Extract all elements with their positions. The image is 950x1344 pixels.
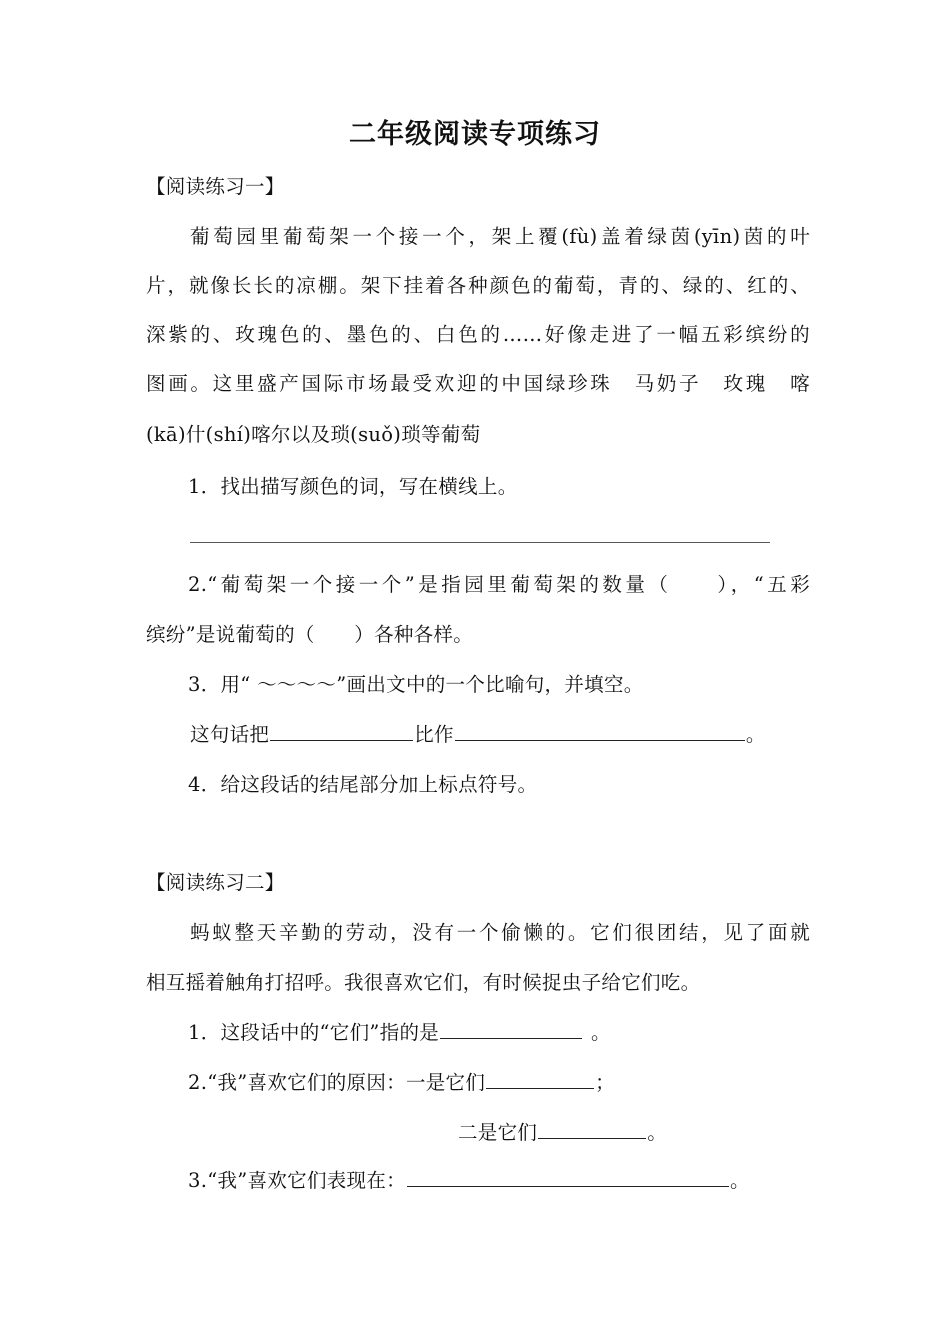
s2-q1-end: 。 (591, 1021, 611, 1044)
s2-q2b-label: 二是它们 (458, 1121, 538, 1144)
section1-question-1: 1．找出描写颜色的词，写在横线上。 (188, 475, 518, 498)
section1-passage-line-5: (kā)什(shí)喀尔以及琐(suǒ)琐等葡萄 (146, 423, 481, 446)
section1-question-2-line-1: 2.“葡萄架一个接一个”是指园里葡萄架的数量（ ），“五彩 (188, 573, 810, 596)
section2-question-2-a (188, 1068, 615, 1098)
s2-q2a-label: 2.“我”喜欢它们的原因：一是它们 (188, 1071, 486, 1094)
section1-passage-line-1: 葡萄园里葡萄架一个接一个，架上覆(fù)盖着绿茵(yīn)茵的叶 (190, 225, 810, 248)
q3-fill-end: 。 (745, 723, 766, 746)
q3-fill-label-a: 这句话把 (190, 723, 270, 746)
s2-q2a-end: ； (595, 1071, 615, 1094)
q3-blank-subject[interactable] (270, 720, 413, 741)
s2-q2a-blank[interactable] (486, 1068, 594, 1089)
s2-q3-blank[interactable] (407, 1166, 729, 1187)
q3-fill-label-b: 比作 (414, 723, 454, 746)
section1-question-2-line-2: 缤纷”是说葡萄的（ ）各种各样。 (146, 623, 474, 646)
s2-q2b-end: 。 (647, 1121, 668, 1144)
section2-question-3 (188, 1166, 750, 1196)
section1-passage-line-2: 片，就像长长的凉棚。架下挂着各种颜色的葡萄，青的、绿的、红的、 (146, 274, 810, 297)
section2-heading: 【阅读练习二】 (146, 871, 285, 894)
s2-q3-end: 。 (729, 1169, 750, 1192)
section2-question-2-b (458, 1118, 667, 1148)
s2-q2b-blank[interactable] (538, 1118, 646, 1139)
section1-question-4: 4．给这段话的结尾部分加上标点符号。 (188, 773, 538, 796)
section1-question-3: 3．用“ ～～～～”画出文中的一个比喻句，并填空。 (188, 673, 644, 696)
section1-heading: 【阅读练习一】 (146, 175, 285, 198)
s2-q1-blank[interactable] (440, 1018, 582, 1039)
q3-blank-object[interactable] (455, 720, 745, 741)
section1-passage-line-3: 深紫的、玫瑰色的、墨色的、白色的……好像走进了一幅五彩缤纷的 (146, 323, 810, 346)
section2-passage-line-1: 蚂蚁整天辛勤的劳动，没有一个偷懒的。它们很团结，见了面就 (190, 921, 810, 944)
section1-q1-answer-line[interactable] (190, 542, 770, 543)
section2-passage-line-2: 相互摇着触角打招呼。我很喜欢它们，有时候捉虫子给它们吃。 (146, 971, 701, 994)
section2-question-1 (188, 1018, 611, 1048)
section1-passage-line-4: 图画。这里盛产国际市场最受欢迎的中国绿珍珠 马奶子 玫瑰 喀 (146, 372, 810, 395)
section1-q3-fill-row (190, 720, 766, 750)
s2-q3-label: 3.“我”喜欢它们表现在： (188, 1169, 406, 1192)
page-title: 二年级阅读专项练习 (349, 119, 601, 150)
s2-q1-label: 1．这段话中的“它们”指的是 (188, 1021, 440, 1044)
